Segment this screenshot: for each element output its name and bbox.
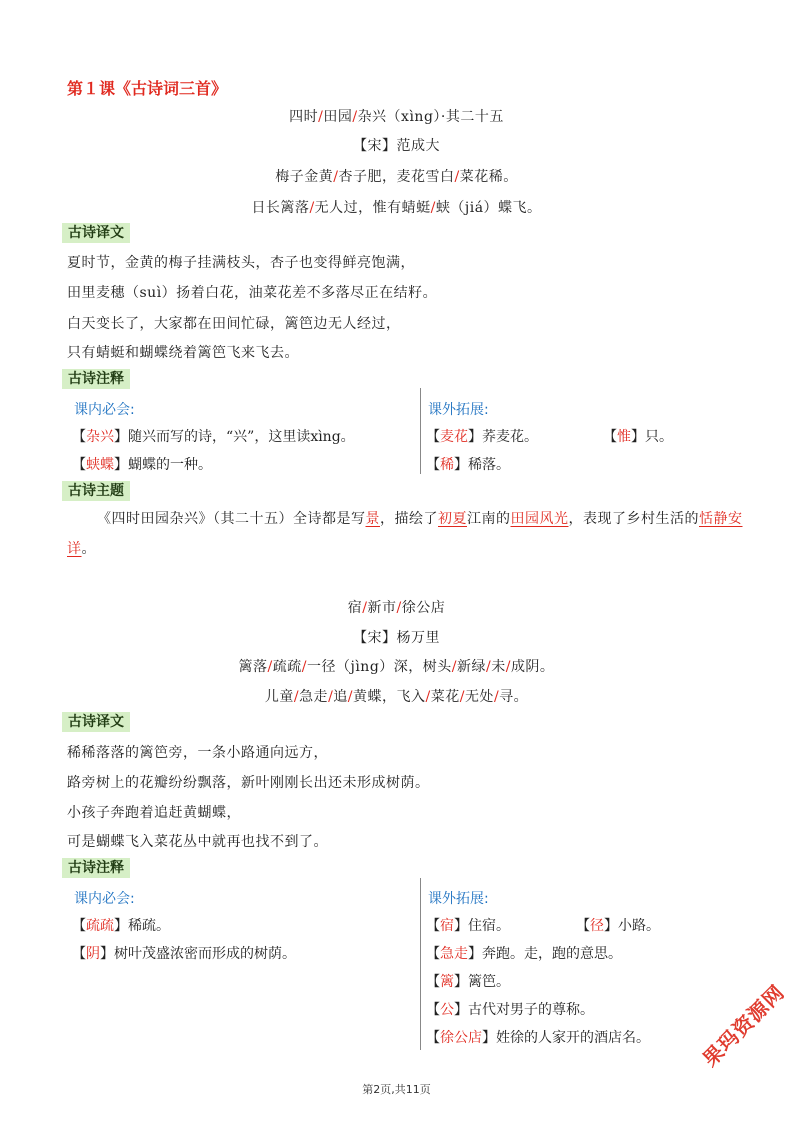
- note-item: 【疏疏】稀疏。: [72, 918, 170, 934]
- translation2-line: 稀稀落落的篱笆旁，一条小路通向远方，: [67, 745, 328, 761]
- watermark: 果玛资源网: [697, 979, 790, 1072]
- section-theme-1: 古诗主题: [62, 481, 130, 501]
- in-class-heading-2: 课内必会:: [74, 891, 135, 907]
- translation1-line: 夏时节，金黄的梅子挂满枝头，杏子也变得鲜亮饱满，: [67, 255, 415, 271]
- section-translation-2: 古诗译文: [62, 712, 130, 732]
- note-item: 【阴】树叶茂盛浓密而形成的树荫。: [72, 946, 296, 962]
- note-item: 【稀】稀落。: [426, 457, 510, 473]
- note-item: 【篱】篱笆。: [426, 974, 510, 990]
- poem1-title: 四时/田园/杂兴（xìng）·其二十五: [289, 109, 504, 125]
- theme-highlight: 初夏: [438, 511, 467, 527]
- poem1-author: 【宋】范成大: [353, 138, 440, 154]
- section-notes-1: 古诗注释: [62, 369, 130, 389]
- note-item: 【公】古代对男子的尊称。: [426, 1002, 594, 1018]
- notes-divider-1: [420, 388, 421, 474]
- note-item: 【蛱蝶】蝴蝶的一种。: [72, 457, 212, 473]
- theme1-paragraph: 《四时田园杂兴》（其二十五）全诗都是写景，描绘了初夏江南的田园风光，表现了乡村生活的恬静安详。: [67, 511, 743, 557]
- poem2-line1: 篱落/疏疏/一径（jìng）深，树头/新绿/未/成阴。: [238, 659, 555, 675]
- poem2-line2: 儿童/急走/追/黄蝶，飞入/菜花/无处/寻。: [264, 689, 529, 705]
- theme-highlight: 田园风光: [510, 511, 569, 527]
- theme-highlight: 恬静安详: [67, 511, 743, 557]
- note-item: 【急走】奔跑。走，跑的意思。: [426, 946, 622, 962]
- translation2-line: 可是蝴蝶飞入菜花丛中就再也找不到了。: [67, 834, 328, 850]
- poem2-author: 【宋】杨万里: [353, 630, 440, 646]
- lesson-title: 第１课《古诗词三首》: [67, 79, 228, 98]
- notes-divider-2: [420, 878, 421, 1050]
- page-number: 第2页,共11页: [362, 1083, 431, 1096]
- extra-heading-1: 课外拓展:: [428, 402, 489, 418]
- poem1-line2: 日长篱落/无人过，惟有蜻蜓/蛱（jiá）蝶飞。: [251, 200, 542, 216]
- translation2-line: 小孩子奔跑着追赶黄蝴蝶，: [67, 805, 241, 821]
- translation1-line: 只有蜻蜓和蝴蝶绕着篱笆飞来飞去。: [67, 345, 299, 361]
- note-item: 【径】小路。: [576, 918, 660, 934]
- section-notes-2: 古诗注释: [62, 858, 130, 878]
- section-translation-1: 古诗译文: [62, 223, 130, 243]
- note-item: 【惟】只。: [603, 429, 673, 445]
- theme-highlight: 景: [365, 511, 380, 527]
- note-item: 【杂兴】随兴而写的诗，“兴”，这里读xìng。: [72, 429, 355, 445]
- extra-heading-2: 课外拓展:: [428, 891, 489, 907]
- in-class-heading-1: 课内必会:: [74, 402, 135, 418]
- poem2-title: 宿/新市/徐公店: [347, 600, 446, 616]
- note-item: 【麦花】荞麦花。: [426, 429, 538, 445]
- translation2-line: 路旁树上的花瓣纷纷飘落，新叶刚刚长出还未形成树荫。: [67, 775, 430, 791]
- note-item: 【宿】住宿。: [426, 918, 510, 934]
- poem1-line1: 梅子金黄/杏子肥，麦花雪白/菜花稀。: [275, 169, 518, 185]
- translation1-line: 白天变长了，大家都在田间忙碌，篱笆边无人经过，: [67, 316, 401, 332]
- translation1-line: 田里麦穗（suì）扬着白花，油菜花差不多落尽正在结籽。: [67, 285, 438, 301]
- note-item: 【徐公店】姓徐的人家开的酒店名。: [426, 1030, 650, 1046]
